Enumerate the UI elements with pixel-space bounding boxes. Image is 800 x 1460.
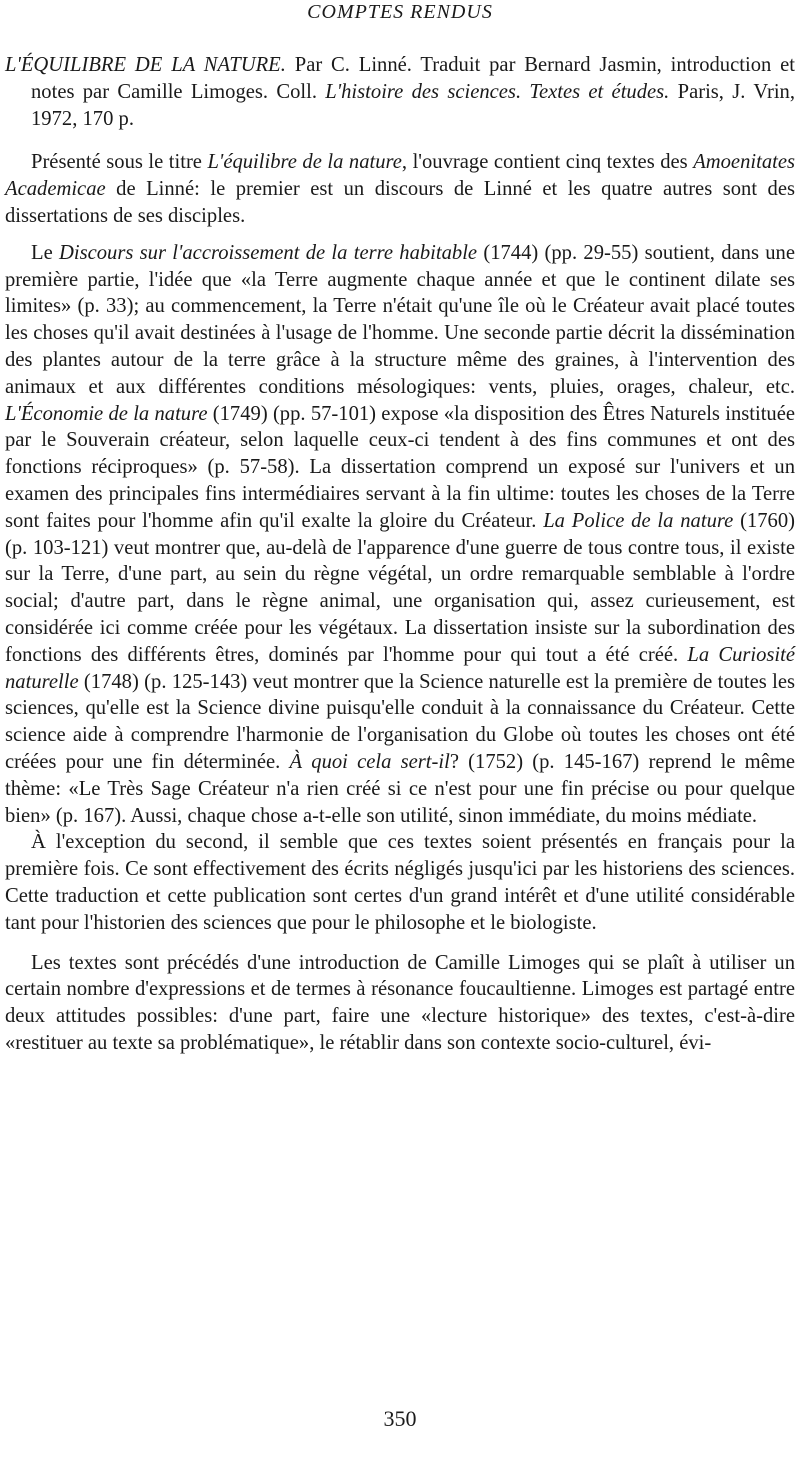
paragraph-1-italic: Amoenitates Academicae [5, 151, 795, 201]
book-title: L'ÉQUILIBRE DE LA NATURE. [5, 54, 286, 76]
paragraph-2-italic: L'Économie de la nature [5, 402, 208, 425]
review-body [5, 52, 795, 1057]
page-number: 350 [383, 1406, 417, 1431]
paragraph-1-text: Présenté sous le titre [31, 151, 208, 174]
citation-text-2: Paris, J. Vrin, 1972, 170 p. [31, 80, 795, 130]
book-citation [5, 52, 795, 132]
paragraph-2-text: ? (1752) (p. 145-167) reprend le même thème: «Le Très Sage Créateur n'a rien créé si ce n'est pour une fin précise ou pour quelque bien» (p. 167). Aussi, chaque chose a-t-elle son utilité, sinon immédiate, du moins médiate. [5, 750, 795, 827]
paragraph-1-text: de Linné: le premier est un discours de Linné et les quatre autres sont des dissertations de ses disciples. [5, 178, 795, 227]
paragraph-2-italic: Discours sur l'accroissement de la terre habitable [59, 241, 478, 264]
paragraph-2-text: (1749) (pp. 57-101) expose «la disposition des Êtres Naturels instituée par le Souverain créateur, selon laquelle ceux-ci tendent à des fins communes et ont des fonctions réciproques» (p. 57-58). La dissertation comprend un exposé sur l'univers et un examen des principales fins intermédiaires servant à la fin ultime: toutes les choses de la Terre sont faites pour l'homme afin qu'il exalte la gloire du Créateur. [5, 402, 796, 532]
paragraph-1-italic: L'équilibre de la nature [207, 151, 402, 174]
paragraph-1 [5, 149, 795, 229]
paragraph-2-text: Le [31, 241, 59, 264]
paragraph-2-italic: La Police de la nature [543, 509, 734, 532]
paragraph-2 [5, 240, 795, 830]
citation-text-1: Par C. Linné. Traduit par Bernard Jasmin, introduction et notes par Camille Limoges. Coll. [31, 54, 795, 103]
paragraph-2-text: (1744) (pp. 29-55) soutient, dans une première partie, l'idée que «la Terre augmente chaque année et que le continent dilate ses limites» (p. 33); au commencement, la Terre n'était qu'une île où le Créateur avait placé toutes les choses qu'il avait destinées à l'usage de l'homme. Une seconde partie décrit la dissémination des plantes autour de la terre grâce à la structure même des graines, à l'intervention des animaux et aux différentes conditions mésologiques: vents, pluies, orages, chaleur, etc. [5, 241, 795, 398]
paragraph-2-text: (1748) (p. 125-143) veut montrer que la Science naturelle est la première de toutes les sciences, qu'elle est la Science divine puisqu'elle conduit à la connaissance du Créateur. Cette science aide à comprendre l'harmonie de l'organisation du Globe où toutes les choses ont été créées pour une fin déterminée. [5, 670, 795, 773]
paragraph-2-italic: La Curiosité naturelle [5, 643, 796, 693]
series-title: L'histoire des sciences. Textes et études. [325, 80, 670, 103]
paragraph-1-text: , l'ouvrage contient cinq textes des [401, 151, 694, 174]
paragraph-2-italic: À quoi cela sert-il [289, 750, 450, 773]
paragraph-4: Les textes sont précédés d'une introduction de Camille Limoges qui se plaît à utiliser un certain nombre d'expressions et de termes à résonance foucaultienne. Limoges est partagé entre deux attitudes possibles: d'une part, faire une «lecture historique» des textes, c'est-à-dire «restituer au texte sa problématique», le rétablir dans son contexte socio-culturel, évi- [5, 951, 795, 1054]
paragraph-2-text: (1760) (p. 103-121) veut montrer que, au-delà de l'apparence d'une guerre de tous contre tous, il existe sur la Terre, d'une part, au sein du règne végétal, un ordre remarquable semblable à l'ordre social; d'autre part, dans le règne animal, une organisation qui, assez curieusement, est considérée ici comme créée pour les végétaux. La dissertation insiste sur la subordination des fonctions des différents êtres, dominés par l'homme pour qui tout a été créé. [5, 509, 795, 666]
paragraph-3: À l'exception du second, il semble que ces textes soient présentés en français pour la première fois. Ce sont effectivement des écrits négligés jusqu'ici par les historiens des sciences. Cette traduction et cette publication sont certes d'un grand intérêt et d'une utilité considérable tant pour l'historien des sciences que pour le philosophe et le biologiste. [5, 831, 795, 934]
running-head: COMPTES RENDUS [307, 1, 493, 23]
